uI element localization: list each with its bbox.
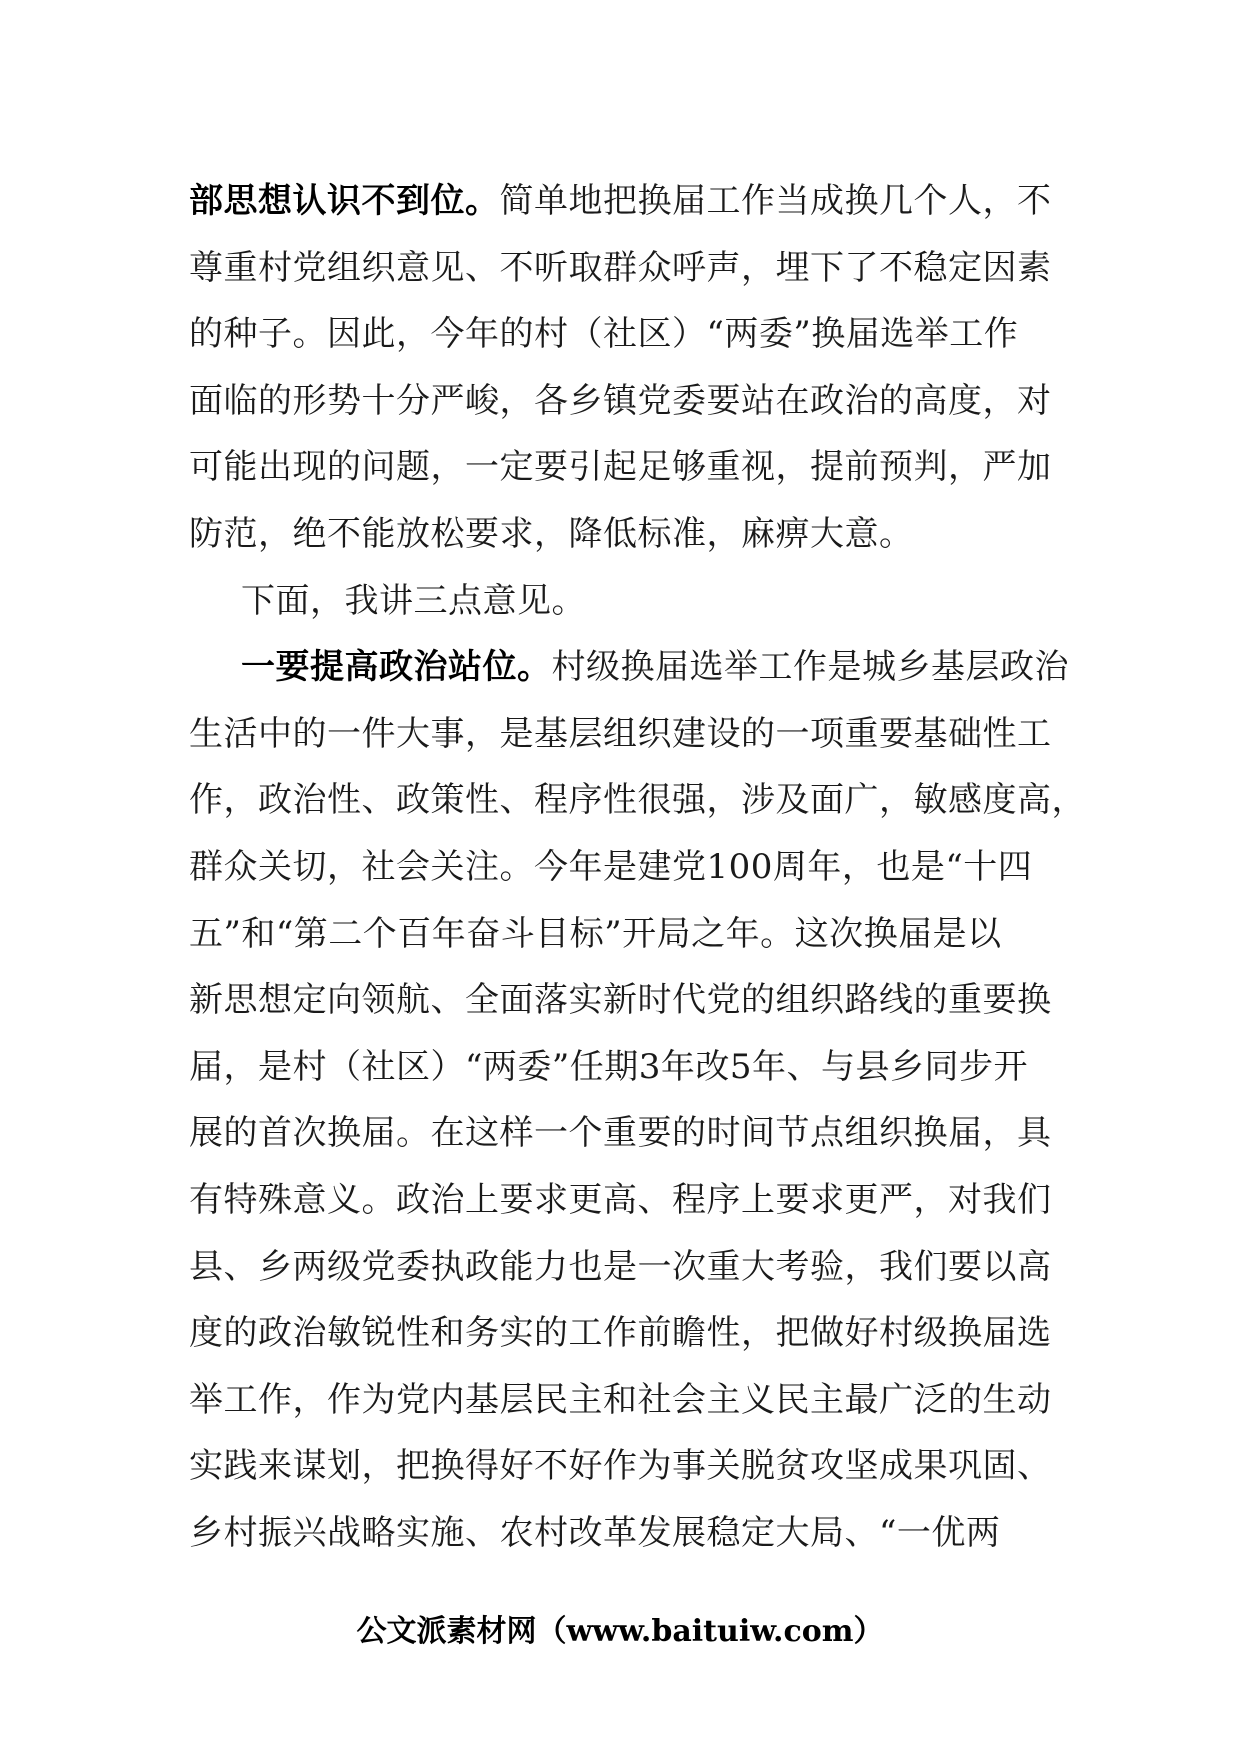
text-line [189,1500,1069,1567]
line-text: 五”和“第二个百年奋斗目标”开局之年。这次换届是以 [189,913,1002,954]
text-line [189,235,1069,302]
line-text: 作，政治性、政策性、程序性很强，涉及面广，敏感度高， [189,780,1086,821]
line-text: 届，是村（社区）“两委”任期3年改5年、与县乡同步开 [189,1046,1029,1087]
text-line [189,501,1069,568]
footer-watermark: 公文派素材网（www.baituiw.com） [356,1614,884,1649]
bold-heading: 一要提高政治站位。 [241,647,552,688]
text-line [189,168,1069,235]
line-text: 实践来谋划，把换得好不好作为事关脱贫攻坚成果巩固、 [189,1446,1052,1487]
text-line [189,1167,1069,1234]
bold-heading: 部思想认识不到位。 [189,181,500,221]
line-text: 简单地把换届工作当成换几个人，不 [499,181,1052,221]
line-text: 县、乡两级党委执政能力也是一次重大考验，我们要以高 [189,1246,1052,1287]
line-text: 展的首次换届。在这样一个重要的时间节点组织换届，具 [189,1113,1052,1154]
text-line [189,767,1086,834]
line-text: 的种子。因此，今年的村（社区）“两委”换届选举工作 [189,314,1019,355]
line-text: 可能出现的问题，一定要引起足够重视，提前预判，严加 [189,447,1052,488]
text-line [189,967,1069,1034]
text-line [189,701,1069,768]
line-text: 尊重村党组织意见、不听取群众呼声，埋下了不稳定因素 [189,247,1052,288]
text-line [189,1367,1069,1434]
text-line [189,301,1069,368]
text-line [189,1100,1069,1167]
text-line [189,1234,1069,1301]
text-line [189,368,1069,435]
line-text: 有特殊意义。政治上要求更高、程序上要求更严，对我们 [189,1179,1052,1220]
line-text: 生活中的一件大事，是基层组织建设的一项重要基础性工 [189,713,1052,754]
line-text: 群众关切，社会关注。今年是建党100周年，也是“十四 [189,846,1033,887]
line-text: 下面，我讲三点意见。 [241,580,586,621]
text-line [189,434,1069,501]
line-text: 面临的形势十分严峻，各乡镇党委要站在政治的高度，对 [189,380,1052,421]
text-line [189,834,1069,901]
text-line [189,1433,1069,1500]
text-line [189,568,1069,635]
line-text: 度的政治敏锐性和务实的工作前瞻性，把做好村级换届选 [189,1313,1052,1354]
text-line [189,1034,1069,1101]
text-line [189,1300,1069,1367]
document-body [189,168,1086,1566]
line-text: 新思想定向领航、全面落实新时代党的组织路线的重要换 [189,980,1052,1021]
text-line [189,634,1069,701]
line-text: 乡村振兴战略实施、农村改革发展稳定大局、“一优两 [189,1512,1001,1553]
line-text: 举工作，作为党内基层民主和社会主义民主最广泛的生动 [189,1379,1052,1420]
line-text: 村级换届选举工作是城乡基层政治 [551,647,1069,688]
line-text: 防范，绝不能放松要求，降低标准，麻痹大意。 [189,513,914,554]
text-line [189,901,1069,968]
